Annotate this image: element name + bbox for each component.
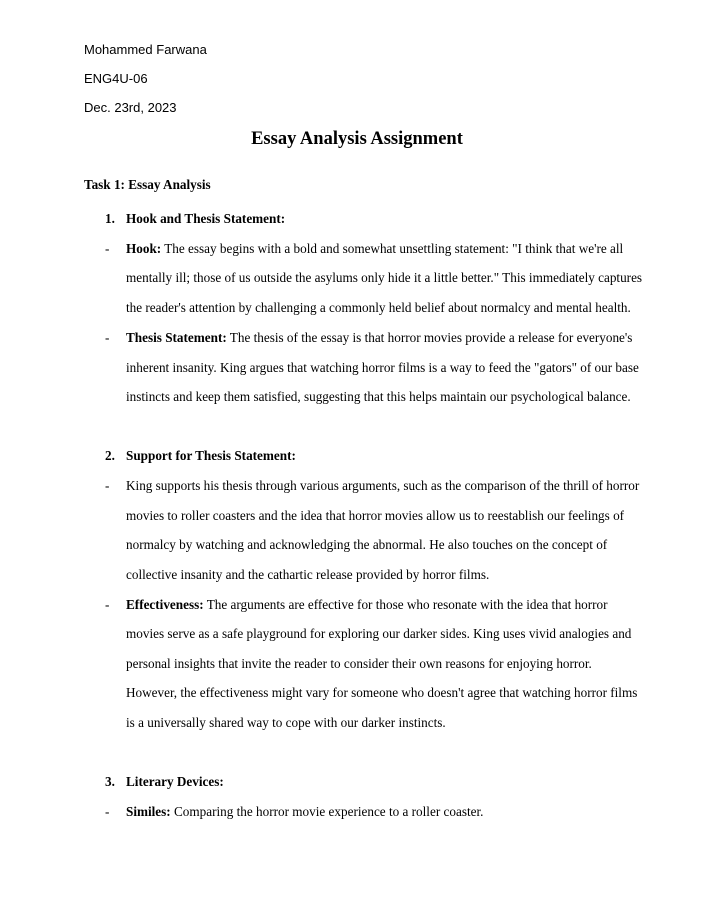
paragraph-line: mentally ill; those of us outside the asylums only hide it a little better." This immediately captures (126, 270, 643, 285)
item-text: The arguments are effective for those who resonate with the idea that horror (203, 597, 608, 612)
paragraph-line: is a universally shared way to cope with our darker instincts. (126, 715, 446, 730)
course-code: ENG4U-06 (84, 71, 148, 86)
paragraph-line: personal insights that invite the reader to consider their own reasons for enjoying horror. (126, 656, 592, 671)
paragraph-line: the reader's attention by challenging a commonly held belief about normalcy and mental health. (126, 300, 631, 315)
paragraph-line: normalcy by watching and acknowledging the abnormal. He also touches on the concept of (126, 537, 608, 552)
paragraph-line: movies serve as a safe playground for exploring our darker sides. King uses vivid analogies and (126, 626, 632, 641)
bullet-dash: - (105, 804, 110, 819)
section-number: 2. (105, 448, 115, 463)
paragraph-line: collective insanity and the cathartic release provided by horror films. (126, 567, 490, 582)
bullet-dash: - (105, 241, 110, 256)
section-heading: Support for Thesis Statement: (126, 448, 296, 463)
item-text: Comparing the horror movie experience to a roller coaster. (170, 804, 484, 819)
bullet-dash: - (105, 597, 110, 612)
section-heading: Hook and Thesis Statement: (126, 211, 286, 226)
item-label: Thesis Statement: (126, 330, 227, 345)
paragraph-line: movies to roller coasters and the idea that horror movies allow us to reestablish our feelings of (126, 508, 625, 523)
paragraph-line: King supports his thesis through various arguments, such as the comparison of the thrill of horror (126, 478, 640, 493)
paragraph-line: instincts and keep them satisfied, suggesting that this helps maintain our psychological balance. (126, 389, 631, 404)
item-text: The essay begins with a bold and somewhat unsettling statement: "I think that we're all (161, 241, 624, 256)
item-label: Hook: (126, 241, 162, 256)
author-name: Mohammed Farwana (84, 42, 207, 57)
paragraph-line (126, 242, 623, 255)
section-number: 1. (105, 211, 115, 226)
item-text: The thesis of the essay is that horror movies provide a release for everyone's (226, 330, 633, 345)
paragraph-line (126, 805, 483, 818)
bullet-dash: - (105, 478, 110, 493)
paragraph-line (126, 598, 608, 611)
item-label: Effectiveness: (126, 597, 204, 612)
section-heading: Literary Devices: (126, 774, 224, 789)
paragraph-line (126, 331, 632, 344)
paragraph-line: However, the effectiveness might vary for someone who doesn't agree that watching horror films (126, 685, 638, 700)
paragraph-line: inherent insanity. King argues that watching horror films is a way to feed the "gators" of our base (126, 360, 639, 375)
document-title: Essay Analysis Assignment (251, 129, 463, 149)
bullet-dash: - (105, 330, 110, 345)
task-heading: Task 1: Essay Analysis (84, 177, 211, 192)
document-date: Dec. 23rd, 2023 (84, 100, 177, 115)
item-label: Similes: (126, 804, 171, 819)
section-number: 3. (105, 774, 115, 789)
